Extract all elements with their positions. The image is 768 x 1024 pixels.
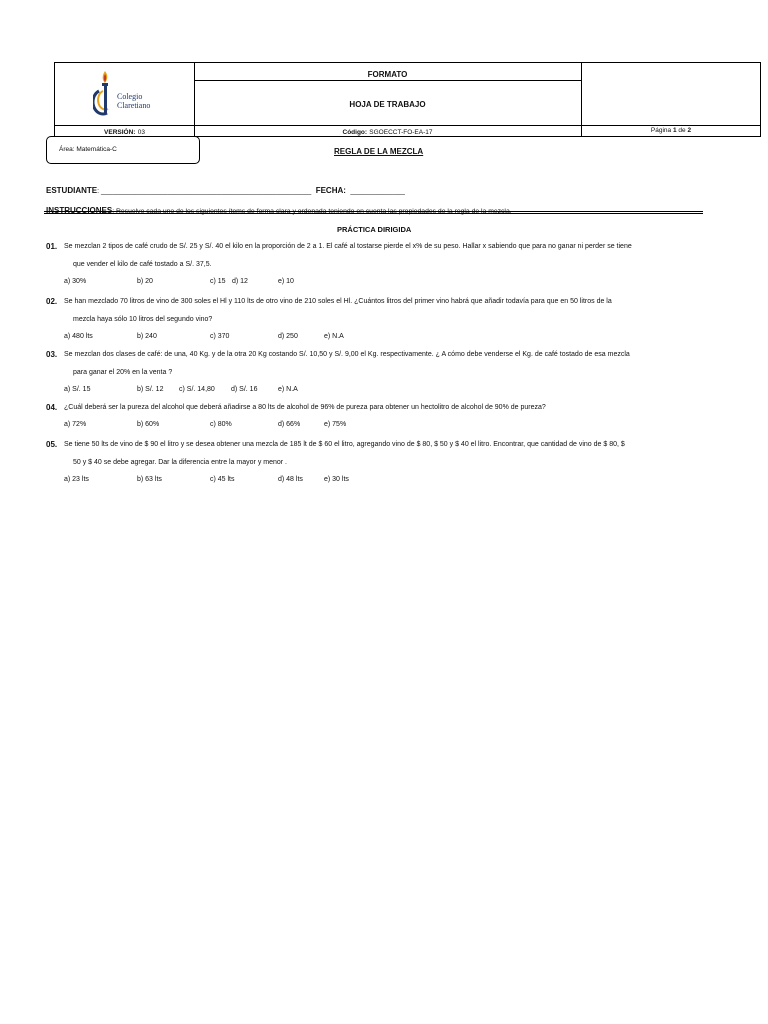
answer-option[interactable]: e) 75% xyxy=(324,421,347,428)
answer-option[interactable]: a) 480 lts xyxy=(64,333,93,340)
section-title: PRÁCTICA DIRIGIDA xyxy=(337,225,412,234)
answer-option[interactable]: b) 20 xyxy=(137,278,153,285)
worksheet-title: HOJA DE TRABAJO xyxy=(349,100,426,109)
answer-option[interactable]: e) 30 lts xyxy=(324,476,349,483)
answer-option[interactable]: b) 63 lts xyxy=(137,476,162,483)
school-logo xyxy=(93,69,163,119)
answer-option[interactable]: b) 240 xyxy=(137,333,157,340)
question-text: Se mezclan dos clases de café: de una, 40 Kg. y de la otra 20 Kg costando S/. 10,50 y S/. 9,00 el Kg. respectivamente. ¿ A cómo debe venderse el Kg. de café tostado de esa mezcla xyxy=(64,351,630,358)
answer-option[interactable]: c) 80% xyxy=(210,421,232,428)
page-title: REGLA DE LA MEZCLA xyxy=(334,147,424,156)
date-field[interactable]: ______________ xyxy=(350,188,405,195)
page-of: de xyxy=(678,127,686,134)
question-number: 03. xyxy=(46,350,58,359)
student-line xyxy=(46,180,405,198)
question-number: 05. xyxy=(46,440,58,449)
answer-option[interactable]: a) 23 lts xyxy=(64,476,89,483)
answer-option[interactable]: e) 10 xyxy=(278,278,294,285)
question-text: Se tiene 50 lts de vino de $ 90 el litro y se desea obtener una mezcla de 185 lt de $ 60 el litro, agregando vino de $ 80, $ 50 y $ 40 el litro. Encontrar, que cantidad de vino de $ 80, $ xyxy=(64,441,625,448)
answer-option[interactable]: e) N.A xyxy=(278,386,298,393)
date-label: FECHA: xyxy=(315,186,346,195)
answer-option[interactable]: d) 250 xyxy=(278,333,298,340)
logo-text-2: Claretiano xyxy=(117,101,151,110)
answer-option[interactable]: d) 48 lts xyxy=(278,476,303,483)
answer-option[interactable]: c) 15 xyxy=(210,278,226,285)
answer-option[interactable]: c) 45 lts xyxy=(210,476,235,483)
question-text: ¿Cuál deberá ser la pureza del alcohol que deberá añadirse a 80 lts de alcohol de 96% de pureza para obtener un hectolitro de alcohol de 90% de pureza? xyxy=(64,404,546,411)
version-value: 03 xyxy=(137,129,145,136)
version-label: VERSIÓN: xyxy=(104,129,136,136)
answer-option[interactable]: b) S/. 12 xyxy=(137,386,164,393)
question-text: Se mezclan 2 tipos de café crudo de S/. 25 y S/. 40 el kilo en la proporción de 2 a 1. El café al tostarse pierde el x% de su peso. Hallar x sabiendo que para no ganar ni perder se tiene xyxy=(64,243,632,250)
page-total: 2 xyxy=(687,127,692,134)
area-box: Área: Matemática-C xyxy=(46,136,200,164)
version-cell xyxy=(55,127,194,136)
student-field[interactable]: : ______________________________________________________ xyxy=(97,188,312,195)
code-label: Código: xyxy=(342,129,368,136)
page-label: Página xyxy=(650,127,672,134)
answer-option[interactable]: d) 66% xyxy=(278,421,301,428)
answer-option[interactable]: e) N.A xyxy=(324,333,344,340)
question-text-cont: que vender el kilo de café tostado a S/. 37,5. xyxy=(73,261,212,268)
answer-option[interactable]: c) S/. 14,80 xyxy=(179,386,215,393)
instructions xyxy=(46,200,512,218)
question-number: 02. xyxy=(46,297,58,306)
logo-text-1: Colegio xyxy=(117,92,143,101)
question-number: 01. xyxy=(46,242,58,251)
page-number: 1 xyxy=(672,127,677,134)
header-table xyxy=(54,62,761,137)
answer-option[interactable]: a) 30% xyxy=(64,278,87,285)
question-text-cont: 50 y $ 40 se debe agregar. Dar la diferencia entre la mayor y menor . xyxy=(73,459,288,466)
instructions-text: : Resuelve cada uno de los siguientes ítems de forma clara y ordenada teniendo en cuenta las propiedades de la regla de la mezcla. xyxy=(112,208,512,215)
header-divider xyxy=(55,125,760,126)
answer-option[interactable]: d) 12 xyxy=(232,278,248,285)
answer-option[interactable]: b) 60% xyxy=(137,421,160,428)
instructions-label: INSTRUCCIONES xyxy=(46,206,113,215)
code-value: SGOECCT-FO-EA-17 xyxy=(369,129,433,136)
answer-option[interactable]: c) 370 xyxy=(210,333,230,340)
page-cell xyxy=(581,127,761,134)
divider-rule xyxy=(44,211,703,212)
question-text-cont: para ganar el 20% en la venta ? xyxy=(73,369,173,376)
format-title: FORMATO xyxy=(367,70,408,79)
code-cell xyxy=(194,127,581,136)
header-divider xyxy=(194,80,581,81)
divider-rule xyxy=(44,213,703,214)
answer-option[interactable]: a) 72% xyxy=(64,421,87,428)
answer-option[interactable]: a) S/. 15 xyxy=(64,386,91,393)
student-label: ESTUDIANTE xyxy=(46,186,98,195)
question-number: 04. xyxy=(46,403,58,412)
question-text-cont: mezcla haya sólo 10 litros del segundo vino? xyxy=(73,316,213,323)
question-text: Se han mezclado 70 litros de vino de 300 soles el Hl y 110 lts de otro vino de 210 soles el Hl. ¿Cuántos litros del primer vino habrá que añadir todavía para que en 50 litros de la xyxy=(64,298,612,305)
answer-option[interactable]: d) S/. 16 xyxy=(231,386,258,393)
